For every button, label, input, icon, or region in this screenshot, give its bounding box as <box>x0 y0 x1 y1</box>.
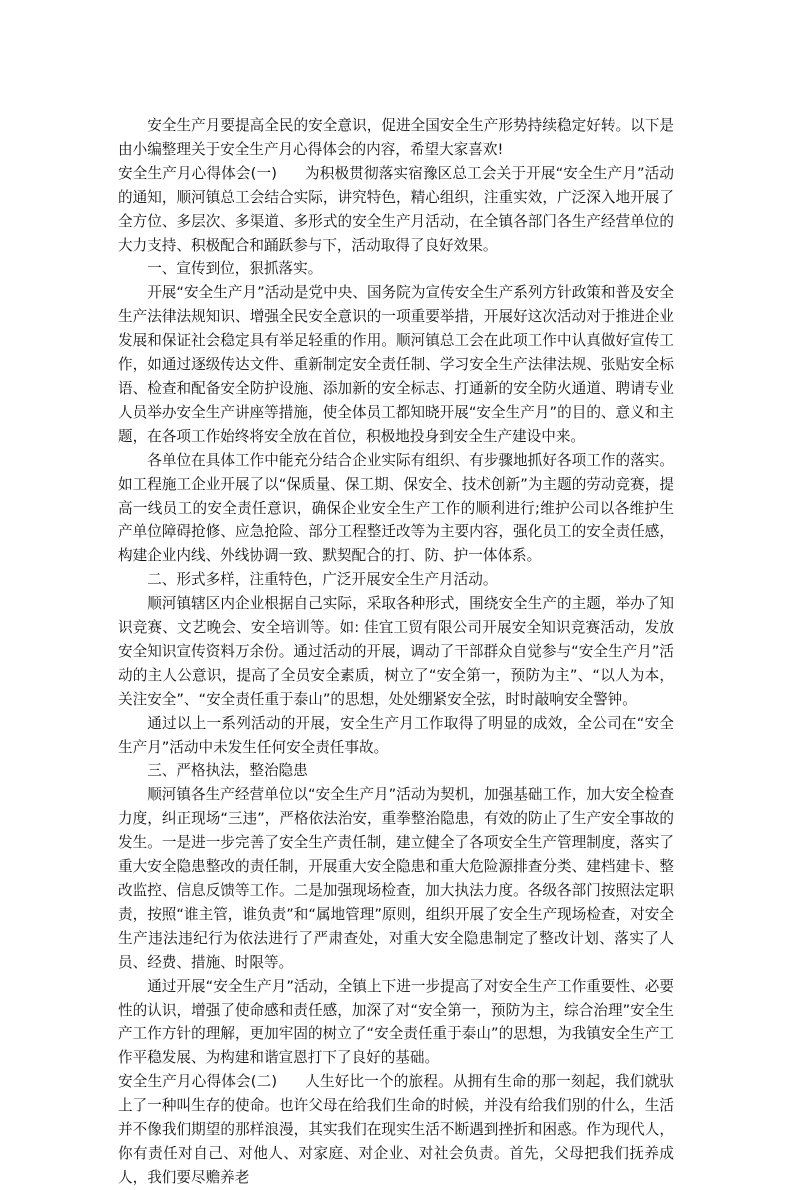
essay-1-title: 安全生产月心得体会(一) <box>118 164 277 182</box>
essay-1-paragraph-2: 各单位在具体工作中能充分结合企业实际有组织、有步骤地抓好各项工作的落实。如工程施工企业开展了以“保质量、保工期、保安全、技术创新”为主题的劳动竞赛，提高一线员工的安全责任意识，确保企业安全生产工作的顺利进行;维护公司以各维护生产单位障碍抢修、应急抢险、部分工程整迁改等为主要内容，强化员工的安全责任感，构建企业内线、外线协调一致、默契配合的打、防、护一体体系。 <box>118 451 674 565</box>
essay-1-paragraph-5: 顺河镇各生产经营单位以“安全生产月”活动为契机，加强基础工作，加大安全检查力度，纠正现场“三违”，严格依法治安，重拳整治隐患，有效的防止了生产安全事故的发生。一是进一步完善了安全生产责任制，建立健全了各项安全生产管理制度，落实了重大安全隐患整改的责任制，开展重大安全隐患和重大危险源排查分类、建档建卡、整改监控、信息反馈等工作。二是加强现场检查，加大执法力度。各级各部门按照法定职责，按照“谁主管，谁负责”和“属地管理”原则，组织开展了安全生产现场检查，对安全生产违法违纪行为依法进行了严肃查处，对重大安全隐患制定了整改计划、落实了人员、经费、措施、时限等。 <box>118 786 674 971</box>
section-heading-3: 三、严格执法，整治隐患 <box>147 762 308 780</box>
essay-1-opening-text: 为积极贯彻落实宿豫区总工会关于开展“安全生产月”活动的通知，顺河镇总工会结合实际，讲究特色，精心组织，注重实效，广泛深入地开展了全方位、多层次、多渠道、多形式的安全生产月活动，在全镇各部门各生产经营单位的大力支持、积极配合和踊跃参与下，活动取得了良好效果。 <box>118 164 675 254</box>
essay-1-paragraph-3: 顺河镇辖区内企业根据自己实际，采取各种形式，围绕安全生产的主题，举办了知识竞赛、文艺晚会、安全培训等。如: 佳宜工贸有限公司开展安全知识竞赛活动，发放安全知识宣传资料万余份。通过活动的开展，调动了干部群众自觉参与“安全生产月”活动的主人公意识，提高了全员安全素质，树立了“安全第一，预防为主”、“以人为本，关注安全”、“安全责任重于泰山”的思想，处处绷紧安全弦，时时敲响安全警钟。 <box>118 595 674 708</box>
intro-paragraph: 安全生产月要提高全民的安全意识，促进全国安全生产形势持续稳定好转。以下是由小编整理关于安全生产月心得体会的内容，希望大家喜欢! <box>118 117 674 158</box>
essay-2-opening-text: 人生好比一个的旅程。从拥有生命的那一刻起，我们就驮上了一种叫生存的使命。也许父母在给我们生命的时候，并没有给我们别的什么，生活并不像我们期望的那样浪漫，其实我们在现实生活不断遇到挫折和困惑。作为现代人，你有责任对自己、对他人、对家庭、对企业、对社会负责。首先，父母把我们抚养成人，我们要尽赡养老 <box>118 1073 674 1186</box>
essay-1-paragraph-4: 通过以上一系列活动的开展，安全生产月工作取得了明显的成效，全公司在“安全生产月”活动中未发生任何安全责任事故。 <box>118 714 674 756</box>
essay-2-title: 安全生产月心得体会(二) <box>118 1073 278 1091</box>
document-body <box>118 114 674 1190</box>
essay-2-opening-paragraph <box>118 1070 674 1190</box>
essay-1-opening-paragraph <box>118 162 674 258</box>
essay-1-paragraph-6: 通过开展“安全生产月”活动，全镇上下进一步提高了对安全生产工作重要性、必要性的认识，增强了使命感和责任感，加深了对“安全第一，预防为主，综合治理”安全生产工作方针的理解，更加牢固的树立了“安全责任重于泰山”的思想，为我镇安全生产工作平稳发展、为构建和谐宣恩打下了良好的基础。 <box>118 977 674 1067</box>
section-heading-2: 二、形式多样，注重特色，广泛开展安全生产月活动。 <box>147 571 498 589</box>
essay-1-paragraph-1: 开展“安全生产月”活动是党中央、国务院为宣传安全生产系列方针政策和普及安全生产法律法规知识、增强全民安全意识的一项重要举措，开展好这次活动对于推进企业发展和保证社会稳定具有举足轻重的作用。顺河镇总工会在此项工作中认真做好宣传工作，如通过逐级传达文件、重新制定安全责任制、学习安全生产法律法规、张贴安全标语、检查和配备安全防护设施、添加新的安全标志、打通新的安全防火通道、聘请专业人员举办安全生产讲座等措施，使全体员工都知晓开展“安全生产月”的目的、意义和主题，在各项工作始终将安全放在首位，积极地投身到安全生产建设中来。 <box>118 284 674 445</box>
section-heading-1: 一、宣传到位，狠抓落实。 <box>147 260 323 278</box>
